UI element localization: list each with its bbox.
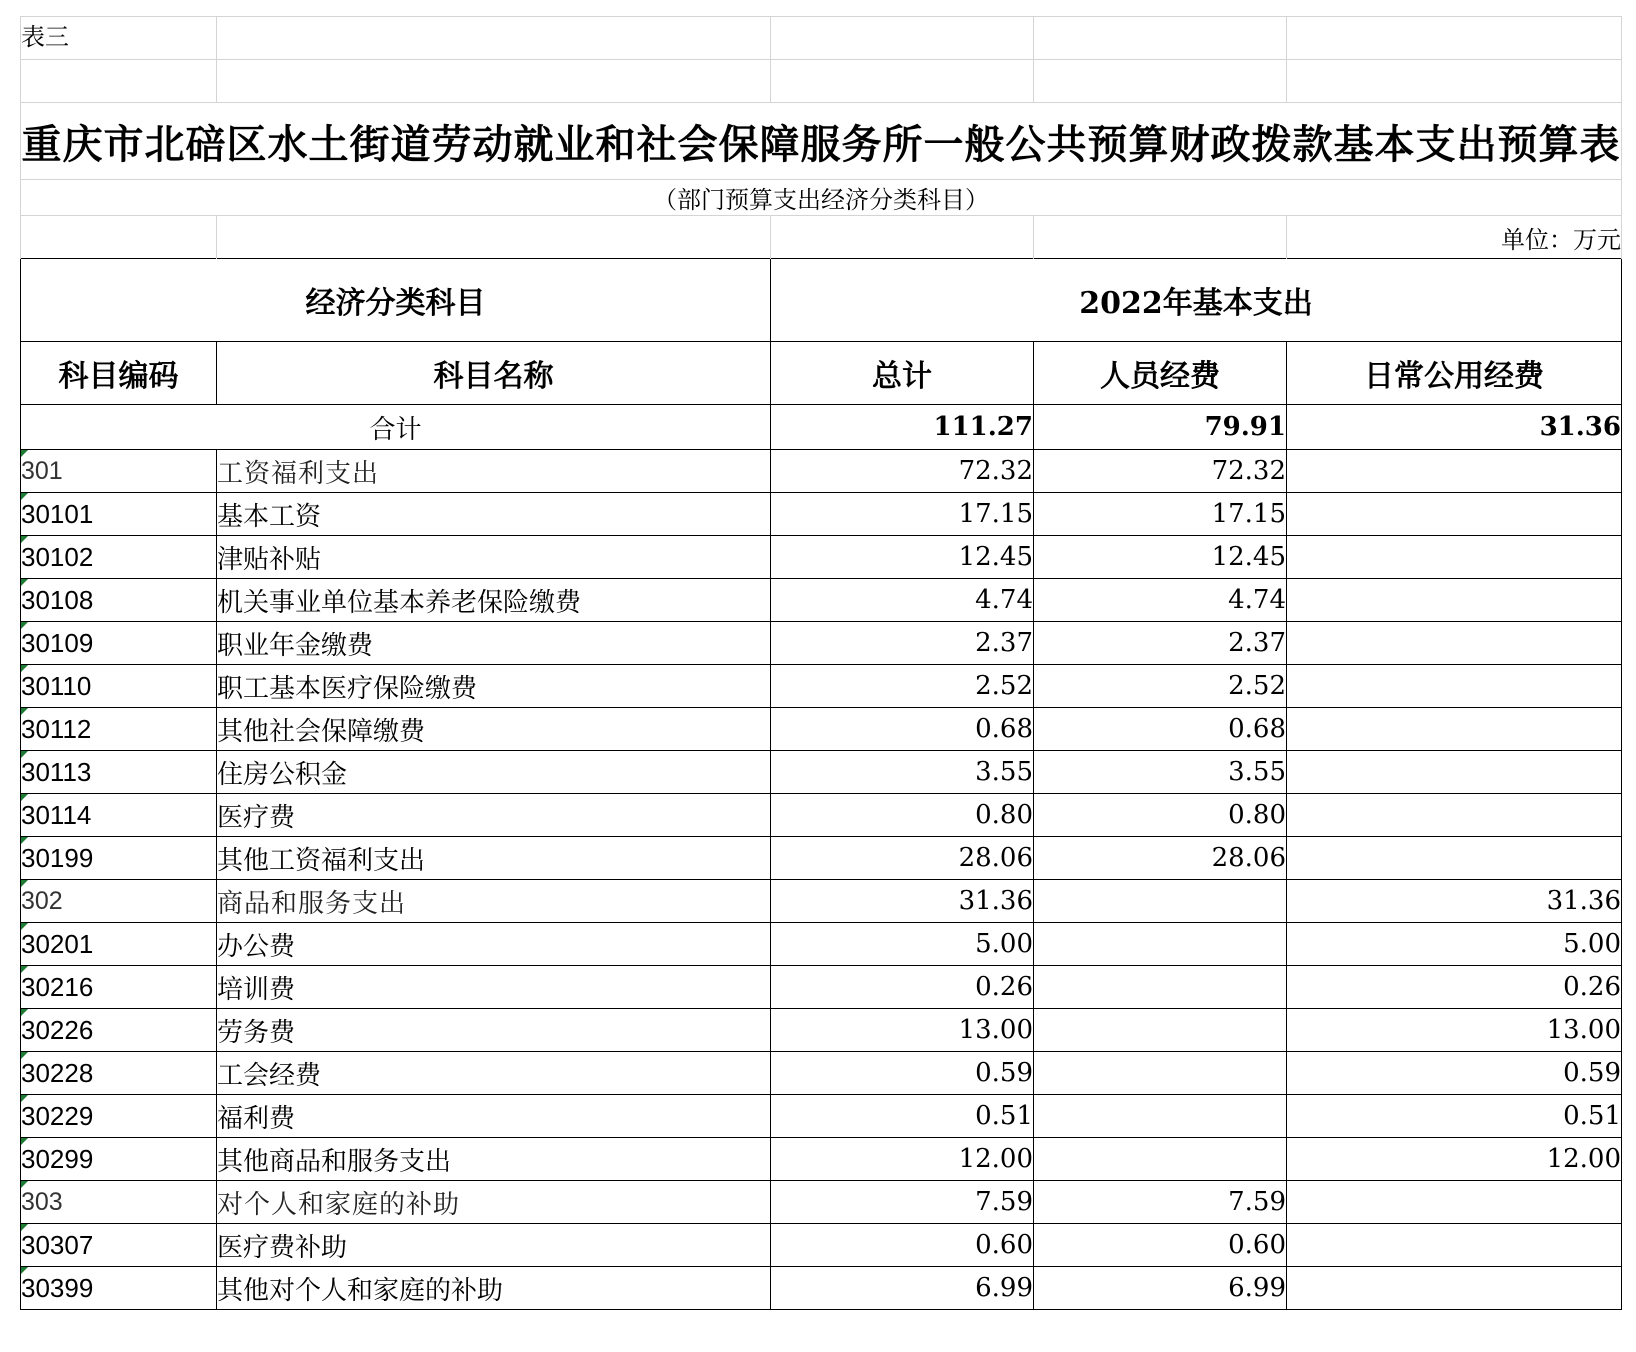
name-cell[interactable]: 其他商品和服务支出 xyxy=(217,1138,771,1181)
text-number-indicator-icon xyxy=(21,1138,28,1145)
text-number-indicator-icon xyxy=(21,966,28,973)
text-number-indicator-icon xyxy=(21,536,28,543)
name-cell[interactable]: 机关事业单位基本养老保险缴费 xyxy=(217,579,771,622)
public-cell[interactable] xyxy=(1287,622,1622,665)
header-personnel[interactable]: 人员经费 xyxy=(1034,342,1287,405)
table-row xyxy=(21,966,1622,1009)
code-cell[interactable]: 30201 xyxy=(21,923,217,966)
name-cell[interactable]: 基本工资 xyxy=(217,493,771,536)
text-number-indicator-icon xyxy=(21,880,28,887)
table-row xyxy=(21,794,1622,837)
public-cell[interactable] xyxy=(1287,1224,1622,1267)
public-cell[interactable] xyxy=(1287,665,1622,708)
code-cell[interactable]: 30228 xyxy=(21,1052,217,1095)
public-cell[interactable]: 13.00 xyxy=(1287,1009,1622,1052)
public-cell[interactable]: 5.00 xyxy=(1287,923,1622,966)
total-cell[interactable]: 13.00 xyxy=(771,1009,1034,1052)
code-cell[interactable]: 30399 xyxy=(21,1267,217,1310)
sheet-label-row xyxy=(21,17,1622,60)
public-cell[interactable] xyxy=(1287,579,1622,622)
personnel-cell[interactable]: 0.60 xyxy=(1034,1224,1287,1267)
public-cell[interactable] xyxy=(1287,837,1622,880)
header-row-group xyxy=(21,259,1622,342)
name-cell[interactable]: 工会经费 xyxy=(217,1052,771,1095)
code-cell[interactable]: 30113 xyxy=(21,751,217,794)
total-cell[interactable]: 31.36 xyxy=(771,880,1034,923)
public-cell[interactable]: 0.59 xyxy=(1287,1052,1622,1095)
table-row xyxy=(21,536,1622,579)
header-total[interactable]: 总计 xyxy=(771,342,1034,405)
public-cell[interactable]: 0.51 xyxy=(1287,1095,1622,1138)
personnel-cell[interactable]: 6.99 xyxy=(1034,1267,1287,1310)
data-rows xyxy=(21,450,1622,1310)
code-cell[interactable]: 301 xyxy=(21,450,217,493)
name-cell[interactable]: 福利费 xyxy=(217,1095,771,1138)
name-cell[interactable]: 住房公积金 xyxy=(217,751,771,794)
name-cell[interactable]: 劳务费 xyxy=(217,1009,771,1052)
public-cell[interactable]: 0.26 xyxy=(1287,966,1622,1009)
table-row xyxy=(21,751,1622,794)
name-cell[interactable]: 对个人和家庭的补助 xyxy=(217,1181,771,1224)
table-row xyxy=(21,493,1622,536)
public-cell[interactable] xyxy=(1287,1181,1622,1224)
empty-cell[interactable] xyxy=(771,60,1034,103)
code-cell[interactable]: 30226 xyxy=(21,1009,217,1052)
table-row xyxy=(21,622,1622,665)
public-cell[interactable] xyxy=(1287,1267,1622,1310)
text-number-indicator-icon xyxy=(21,751,28,758)
text-number-indicator-icon xyxy=(21,1181,28,1188)
total-cell[interactable]: 0.26 xyxy=(771,966,1034,1009)
name-cell[interactable]: 其他对个人和家庭的补助 xyxy=(217,1267,771,1310)
table-row xyxy=(21,1095,1622,1138)
public-cell[interactable] xyxy=(1287,708,1622,751)
code-cell[interactable]: 30102 xyxy=(21,536,217,579)
empty-cell[interactable] xyxy=(1034,17,1287,60)
text-number-indicator-icon xyxy=(21,1095,28,1102)
page-subtitle[interactable]: （部门预算支出经济分类科目） xyxy=(21,180,1622,216)
personnel-cell[interactable]: 3.55 xyxy=(1034,751,1287,794)
public-cell[interactable] xyxy=(1287,794,1622,837)
empty-cell[interactable] xyxy=(1287,17,1622,60)
name-cell[interactable]: 职业年金缴费 xyxy=(217,622,771,665)
personnel-cell[interactable]: 28.06 xyxy=(1034,837,1287,880)
total-cell[interactable]: 6.99 xyxy=(771,1267,1034,1310)
empty-cell[interactable] xyxy=(21,60,217,103)
table-row xyxy=(21,579,1622,622)
name-cell[interactable]: 工资福利支出 xyxy=(217,450,771,493)
title-row xyxy=(21,103,1622,180)
table-row xyxy=(21,923,1622,966)
text-number-indicator-icon xyxy=(21,1052,28,1059)
blank-row xyxy=(21,60,1622,103)
personnel-cell[interactable]: 0.68 xyxy=(1034,708,1287,751)
text-number-indicator-icon xyxy=(21,450,28,457)
public-cell[interactable]: 12.00 xyxy=(1287,1138,1622,1181)
total-cell[interactable]: 0.51 xyxy=(771,1095,1034,1138)
table-row xyxy=(21,665,1622,708)
code-cell[interactable]: 30229 xyxy=(21,1095,217,1138)
total-cell[interactable]: 28.06 xyxy=(771,837,1034,880)
personnel-cell[interactable]: 0.80 xyxy=(1034,794,1287,837)
name-cell[interactable]: 医疗费补助 xyxy=(217,1224,771,1267)
text-number-indicator-icon xyxy=(21,1267,28,1274)
text-number-indicator-icon xyxy=(21,923,28,930)
total-cell[interactable]: 12.00 xyxy=(771,1138,1034,1181)
public-cell[interactable]: 31.36 xyxy=(1287,880,1622,923)
personnel-cell[interactable]: 12.45 xyxy=(1034,536,1287,579)
code-cell[interactable]: 30199 xyxy=(21,837,217,880)
category-row xyxy=(21,880,1622,923)
code-cell[interactable]: 30307 xyxy=(21,1224,217,1267)
text-number-indicator-icon xyxy=(21,579,28,586)
text-number-indicator-icon xyxy=(21,794,28,801)
total-cell[interactable]: 17.15 xyxy=(771,493,1034,536)
header-year-basic-expenditure[interactable]: 2022年基本支出 xyxy=(771,259,1622,342)
category-row xyxy=(21,1181,1622,1224)
code-cell[interactable]: 302 xyxy=(21,880,217,923)
total-cell[interactable]: 4.74 xyxy=(771,579,1034,622)
total-label[interactable]: 合计 xyxy=(21,405,771,450)
name-cell[interactable]: 其他社会保障缴费 xyxy=(217,708,771,751)
public-cell[interactable] xyxy=(1287,450,1622,493)
name-cell[interactable]: 办公费 xyxy=(217,923,771,966)
public-cell[interactable] xyxy=(1287,493,1622,536)
total-total[interactable]: 111.27 xyxy=(771,405,1034,450)
personnel-cell[interactable] xyxy=(1034,1009,1287,1052)
total-cell[interactable]: 3.55 xyxy=(771,751,1034,794)
text-number-indicator-icon xyxy=(21,665,28,672)
empty-cell[interactable] xyxy=(21,216,217,259)
code-cell[interactable]: 30109 xyxy=(21,622,217,665)
total-cell[interactable]: 0.59 xyxy=(771,1052,1034,1095)
code-cell[interactable]: 30216 xyxy=(21,966,217,1009)
unit-label[interactable]: 单位：万元 xyxy=(1287,216,1622,259)
total-personnel[interactable]: 79.91 xyxy=(1034,405,1287,450)
empty-cell[interactable] xyxy=(771,17,1034,60)
total-cell[interactable]: 2.52 xyxy=(771,665,1034,708)
empty-cell[interactable] xyxy=(217,17,771,60)
empty-cell[interactable] xyxy=(1034,60,1287,103)
header-public[interactable]: 日常公用经费 xyxy=(1287,342,1622,405)
total-cell[interactable]: 2.37 xyxy=(771,622,1034,665)
total-cell[interactable]: 0.80 xyxy=(771,794,1034,837)
page-title[interactable]: 重庆市北碚区水土街道劳动就业和社会保障服务所一般公共预算财政拨款基本支出预算表 xyxy=(21,103,1622,180)
name-cell[interactable]: 其他工资福利支出 xyxy=(217,837,771,880)
code-cell[interactable]: 30108 xyxy=(21,579,217,622)
total-cell[interactable]: 7.59 xyxy=(771,1181,1034,1224)
table-row xyxy=(21,1052,1622,1095)
empty-cell[interactable] xyxy=(217,60,771,103)
public-cell[interactable] xyxy=(1287,536,1622,579)
personnel-cell[interactable] xyxy=(1034,1095,1287,1138)
personnel-cell[interactable]: 2.37 xyxy=(1034,622,1287,665)
personnel-cell[interactable]: 72.32 xyxy=(1034,450,1287,493)
table-row xyxy=(21,708,1622,751)
personnel-cell[interactable]: 4.74 xyxy=(1034,579,1287,622)
unit-row xyxy=(21,216,1622,259)
text-number-indicator-icon xyxy=(21,708,28,715)
personnel-cell[interactable]: 17.15 xyxy=(1034,493,1287,536)
table-row xyxy=(21,837,1622,880)
total-cell[interactable]: 72.32 xyxy=(771,450,1034,493)
total-cell[interactable]: 12.45 xyxy=(771,536,1034,579)
empty-cell[interactable] xyxy=(1034,216,1287,259)
code-cell[interactable]: 30112 xyxy=(21,708,217,751)
text-number-indicator-icon xyxy=(21,493,28,500)
total-public[interactable]: 31.36 xyxy=(1287,405,1622,450)
text-number-indicator-icon xyxy=(21,1224,28,1231)
name-cell[interactable]: 培训费 xyxy=(217,966,771,1009)
empty-cell[interactable] xyxy=(771,216,1034,259)
subtitle-row xyxy=(21,180,1622,216)
empty-cell[interactable] xyxy=(217,216,771,259)
text-number-indicator-icon xyxy=(21,837,28,844)
code-cell[interactable]: 30299 xyxy=(21,1138,217,1181)
total-cell[interactable]: 5.00 xyxy=(771,923,1034,966)
header-code[interactable]: 科目编码 xyxy=(21,342,217,405)
table-row xyxy=(21,1267,1622,1310)
budget-table xyxy=(20,16,1622,1310)
table-row xyxy=(21,1224,1622,1267)
text-number-indicator-icon xyxy=(21,622,28,629)
name-cell[interactable]: 职工基本医疗保险缴费 xyxy=(217,665,771,708)
personnel-cell[interactable] xyxy=(1034,1138,1287,1181)
personnel-cell[interactable]: 2.52 xyxy=(1034,665,1287,708)
code-cell[interactable]: 303 xyxy=(21,1181,217,1224)
name-cell[interactable]: 津贴补贴 xyxy=(217,536,771,579)
header-row-columns xyxy=(21,342,1622,405)
personnel-cell[interactable]: 7.59 xyxy=(1034,1181,1287,1224)
total-cell[interactable]: 0.60 xyxy=(771,1224,1034,1267)
sheet-label[interactable]: 表三 xyxy=(21,17,217,60)
total-cell[interactable]: 0.68 xyxy=(771,708,1034,751)
personnel-cell[interactable] xyxy=(1034,966,1287,1009)
text-number-indicator-icon xyxy=(21,1009,28,1016)
table-row xyxy=(21,1138,1622,1181)
code-cell[interactable]: 30101 xyxy=(21,493,217,536)
name-cell[interactable]: 商品和服务支出 xyxy=(217,880,771,923)
code-cell[interactable]: 30110 xyxy=(21,665,217,708)
name-cell[interactable]: 医疗费 xyxy=(217,794,771,837)
header-name[interactable]: 科目名称 xyxy=(217,342,771,405)
code-cell[interactable]: 30114 xyxy=(21,794,217,837)
header-economic-category[interactable]: 经济分类科目 xyxy=(21,259,771,342)
personnel-cell[interactable] xyxy=(1034,923,1287,966)
personnel-cell[interactable] xyxy=(1034,1052,1287,1095)
public-cell[interactable] xyxy=(1287,751,1622,794)
category-row xyxy=(21,450,1622,493)
total-row xyxy=(21,405,1622,450)
table-row xyxy=(21,1009,1622,1052)
personnel-cell[interactable] xyxy=(1034,880,1287,923)
empty-cell[interactable] xyxy=(1287,60,1622,103)
